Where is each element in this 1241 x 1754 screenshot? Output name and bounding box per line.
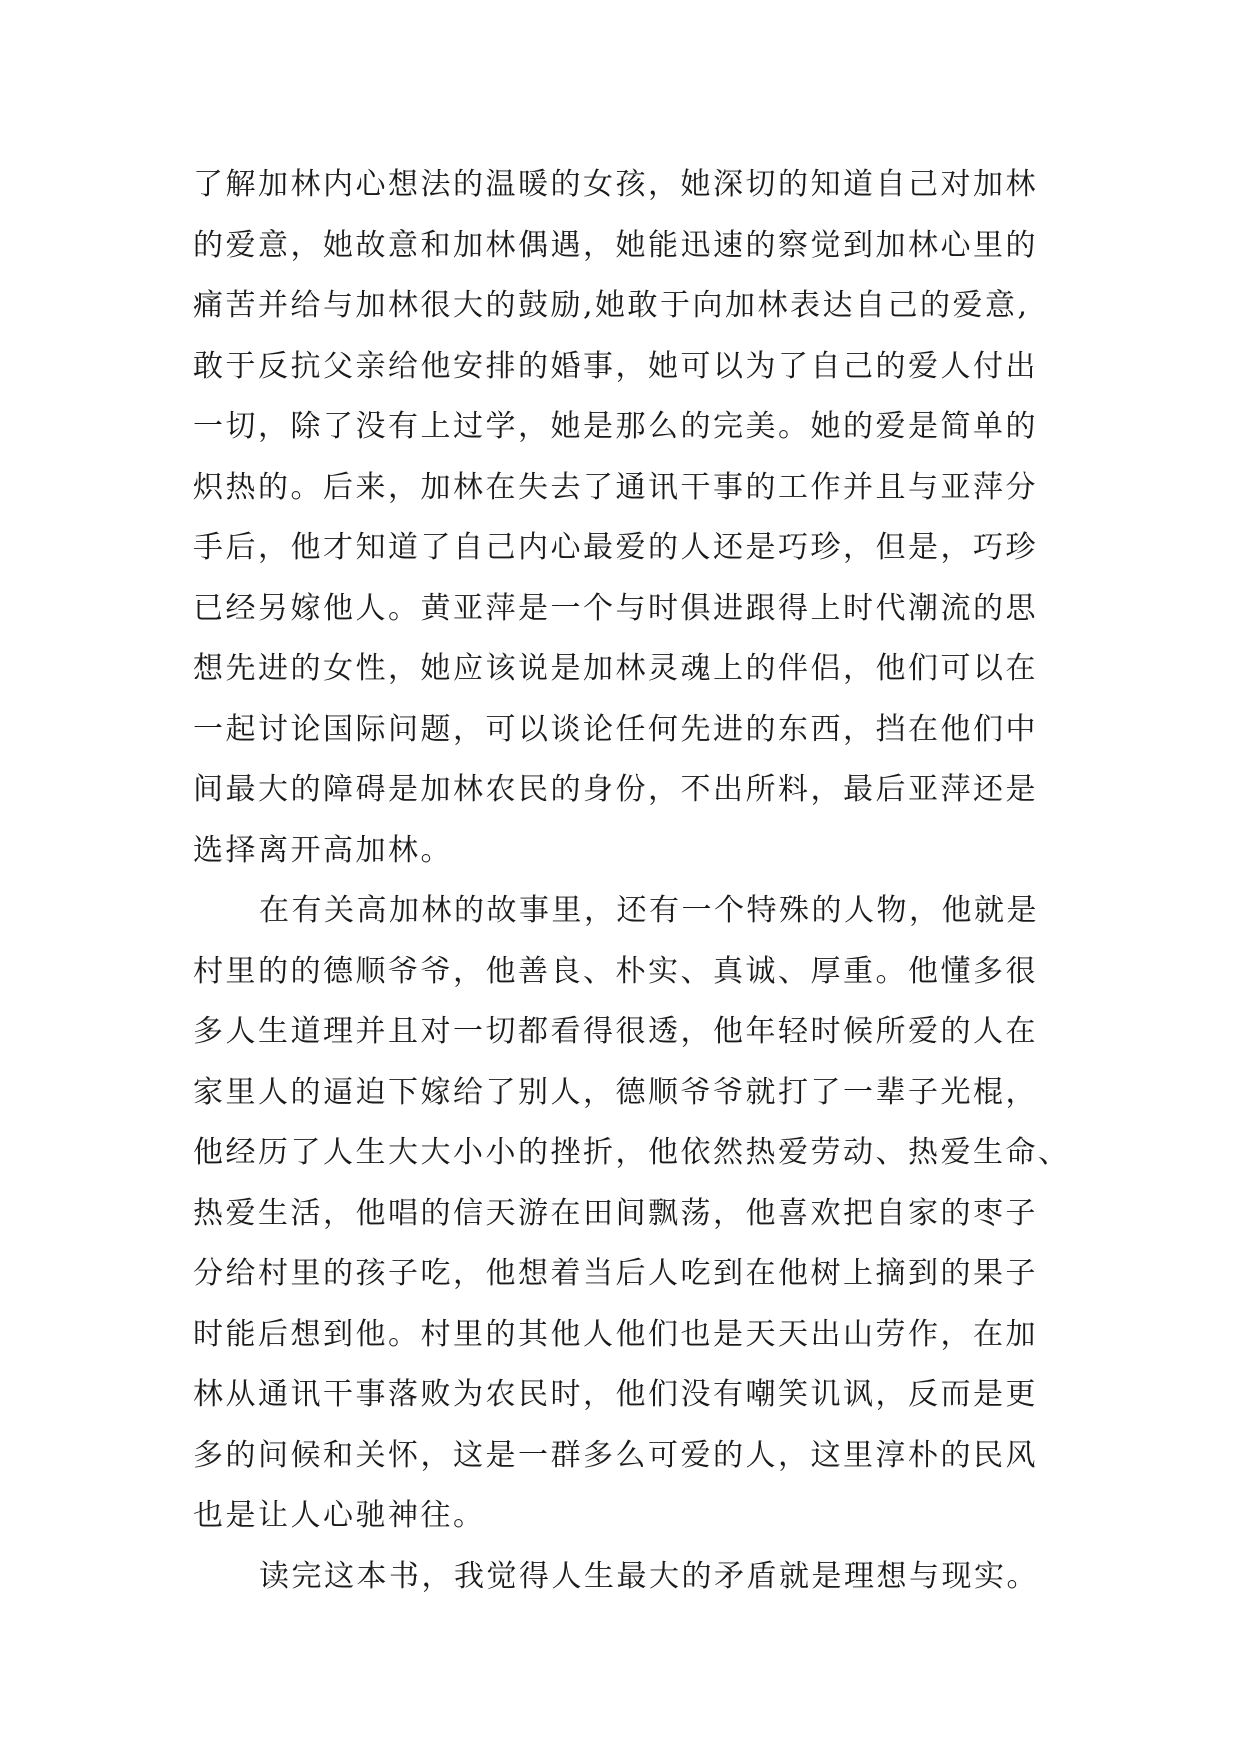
- text-line: 分给村里的孩子吃，他想着当后人吃到在他树上摘到的果子: [193, 1256, 1038, 1291]
- text-line: 多人生道理并且对一切都看得很透，他年轻时候所爱的人在: [193, 1014, 1038, 1049]
- text-line: 的爱意，她故意和加林偶遇，她能迅速的察觉到加林心里的: [193, 227, 1038, 263]
- text-line: 间最大的障碍是加林农民的身份，不出所料，最后亚萍还是: [193, 772, 1038, 807]
- text-line: 炽热的。后来，加林在失去了通讯干事的工作并且与亚萍分: [193, 469, 1038, 505]
- text-line: 时能后想到他。村里的其他人他们也是天天出山劳作，在加: [193, 1316, 1038, 1352]
- text-line: 林从通讯干事落败为农民时，他们没有嘲笑讥讽，反而是更: [193, 1377, 1038, 1412]
- text-line: 家里人的逼迫下嫁给了别人，德顺爷爷就打了一辈子光棍，: [193, 1074, 1038, 1110]
- text-line: 了解加林内心想法的温暖的女孩，她深切的知道自己对加林: [193, 167, 1038, 202]
- text-line: 多的问候和关怀，这是一群多么可爱的人，这里淳朴的民风: [193, 1437, 1038, 1473]
- text-line: 选择离开高加林。: [193, 832, 453, 868]
- text-line: 想先进的女性，她应该说是加林灵魂上的伴侣，他们可以在: [193, 651, 1038, 686]
- text-line: 一切，除了没有上过学，她是那么的完美。她的爱是简单的: [193, 409, 1038, 444]
- text-line: 敢于反抗父亲给他安排的婚事，她可以为了自己的爱人付出: [193, 348, 1038, 384]
- text-line: 村里的的德顺爷爷，他善良、朴实、真诚、厚重。他懂多很: [193, 953, 1038, 989]
- text-line: 一起讨论国际问题，可以谈论任何先进的东西，挡在他们中: [193, 711, 1038, 747]
- text-line: 他经历了人生大大小小的挫折，他依然热爱劳动、热爱生命、: [193, 1135, 1071, 1170]
- body-text: [193, 155, 1103, 1607]
- text-line: 手后，他才知道了自己内心最爱的人还是巧珍，但是，巧珍: [193, 530, 1038, 565]
- text-line: 痛苦并给与加林很大的鼓励,她敢于向加林表达自己的爱意,: [193, 288, 1030, 323]
- text-line: 也是让人心驰神往。: [193, 1498, 486, 1533]
- paragraph-first-line: 在有关高加林的故事里，还有一个特殊的人物，他就是: [259, 893, 1039, 928]
- paragraph-first-line: 读完这本书，我觉得人生最大的矛盾就是理想与现实。: [259, 1558, 1039, 1594]
- text-line: 热爱生活，他唱的信天游在田间飘荡，他喜欢把自家的枣子: [193, 1195, 1038, 1231]
- text-line: 已经另嫁他人。黄亚萍是一个与时俱进跟得上时代潮流的思: [193, 590, 1038, 626]
